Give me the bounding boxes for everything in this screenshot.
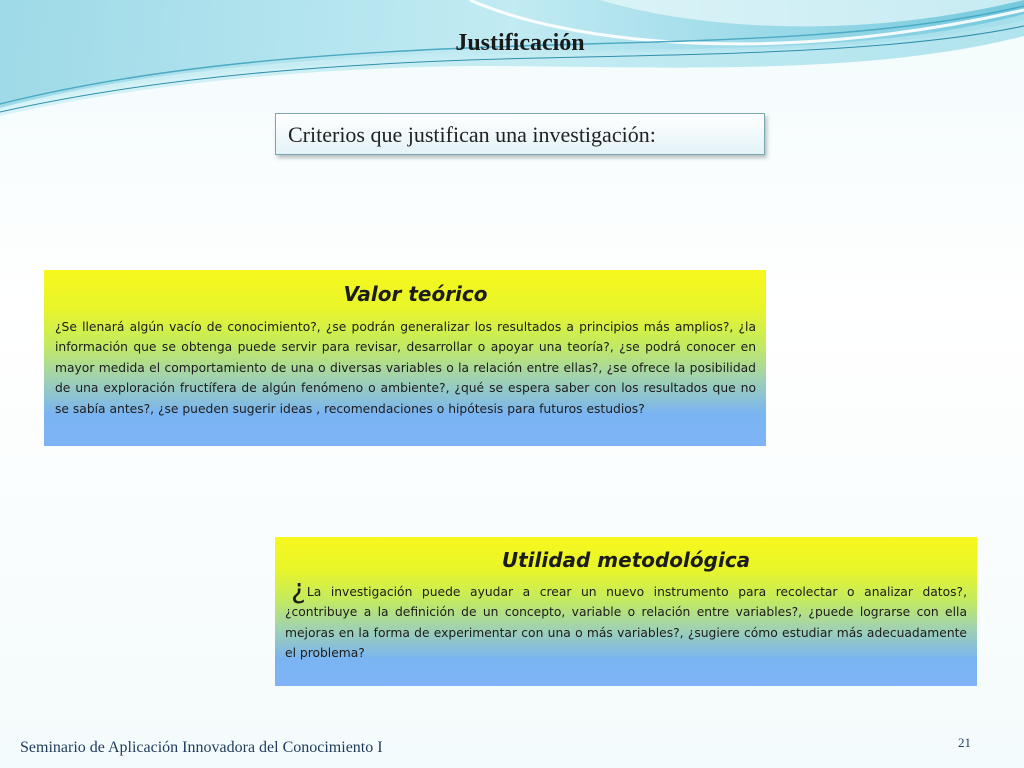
utilidad-metodologica-heading: Utilidad metodológica xyxy=(501,548,751,572)
valor-teorico-card xyxy=(44,270,766,446)
footer-course-name: Seminario de Aplicación Innovadora del Conocimiento I xyxy=(20,739,383,756)
criteria-heading: Criterios que justifican una investigación: xyxy=(288,122,656,147)
slide-title: Justificación xyxy=(455,30,585,56)
utilidad-metodologica-body: La investigación puede ayudar a crear un nuevo instrumento para recolectar o analizar datos?, ¿contribuye a la definición de un concepto, variable o relación entre variables?, ¿puede lograrse con ella mejoras en la forma de experimentar con una o más variables?, ¿sugiere cómo estudiar más adecuadamente el problema? xyxy=(285,585,967,661)
utilidad-metodologica-paragraph xyxy=(285,572,967,664)
page-number: 21 xyxy=(958,735,971,750)
criteria-heading-box xyxy=(275,113,765,155)
valor-teorico-heading: Valor teórico xyxy=(343,282,488,306)
inverted-question-mark: ¿ xyxy=(291,572,306,605)
valor-teorico-body: ¿Se llenará algún vacío de conocimiento?, ¿se podrán generalizar los resultados a principios más amplios?, ¿la información que se obtenga puede servir para revisar, desarrollar o apoyar una teoría?, ¿se podrá conocer en mayor medida el comportamiento de una o diversas variables o la relación entre ellas?, ¿se ofrece la posibilidad de una exploración fructífera de algún fenómeno o ambiente?, ¿qué se espera saber con los resultados que no se sabía antes?, ¿se pueden sugerir ideas , recomendaciones o hipótesis para futuros estudios? xyxy=(55,320,756,416)
utilidad-metodologica-card xyxy=(275,537,977,686)
decorative-wave-header xyxy=(0,0,1024,120)
